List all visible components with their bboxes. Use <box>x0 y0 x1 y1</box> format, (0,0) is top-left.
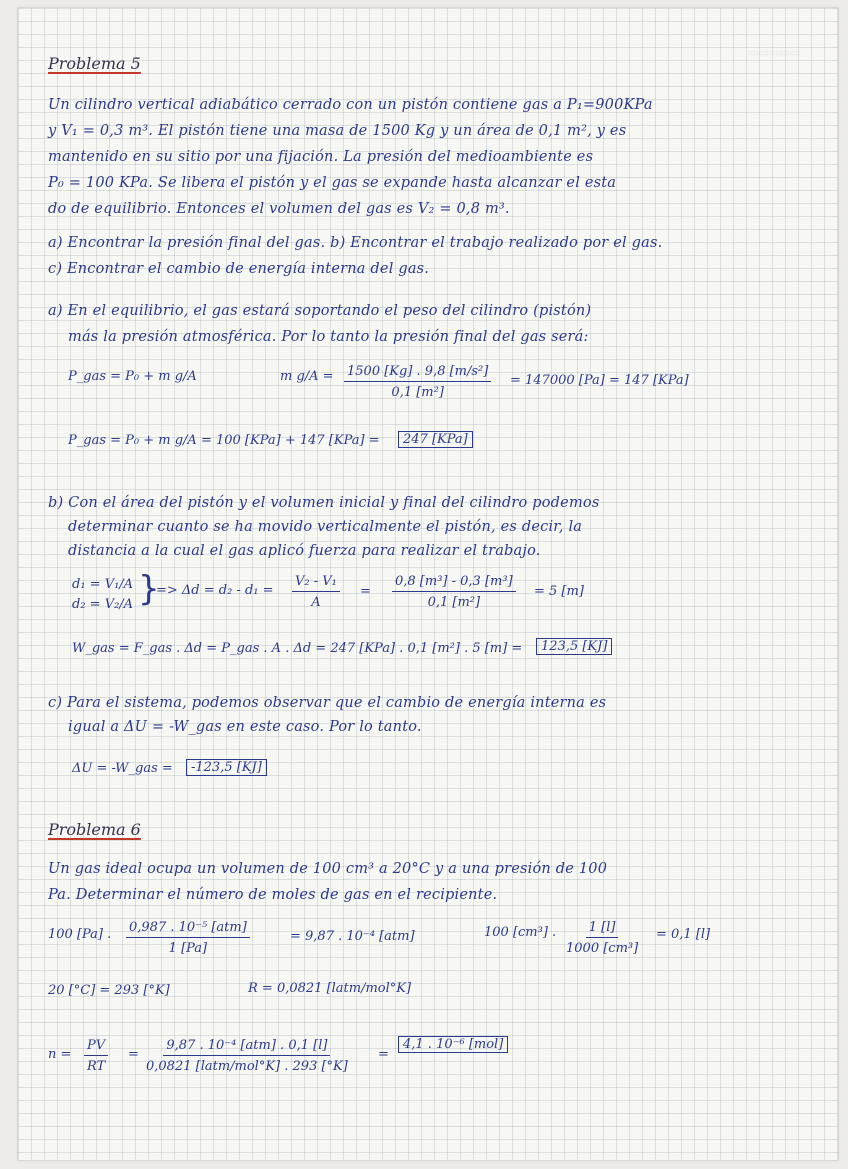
question-line: a) Encontrar la presión final del gas. b) Encontrar el trabajo realizado por el gas. <box>48 235 663 251</box>
equals-sign: = <box>360 584 371 599</box>
eq-delta-d-result: = 5 [m] <box>534 584 584 599</box>
boxed-result-delta-u: -123,5 [KJ] <box>186 759 267 776</box>
question-line: c) Encontrar el cambio de energía interna del gas. <box>48 261 430 277</box>
fraction-moles <box>146 1038 348 1074</box>
eq-delta-u: ΔU = -W_gas = <box>72 761 173 776</box>
eq-d1: d₁ = V₁/A <box>72 577 134 592</box>
fraction-denominator: A <box>311 595 321 610</box>
eq-n-left: n = <box>48 1047 72 1062</box>
boxed-result-pressure: 247 [KPa] <box>398 431 473 448</box>
eq-temperature: 20 [°C] = 293 [°K] <box>48 983 170 998</box>
notebook-page <box>18 8 838 1160</box>
statement-line: y V₁ = 0,3 m³. El pistón tiene una masa de 1500 Kg y un área de 0,1 m², y es <box>48 123 627 139</box>
fraction-numerator: V₂ - V₁ <box>292 574 340 592</box>
statement-line: Un cilindro vertical adiabático cerrado con un pistón contiene gas a P₁=900KPa <box>48 97 653 113</box>
eq-mg-result: = 147000 [Pa] = 147 [KPa] <box>510 373 689 388</box>
eq-work: W_gas = F_gas . Δd = P_gas . A . Δd = 247 [KPa] . 0,1 [m²] . 5 [m] = <box>72 641 523 656</box>
eq-d2: d₂ = V₂/A <box>72 597 134 612</box>
eq-volume-conv-left: 100 [cm³] . <box>484 925 557 940</box>
fraction-denominator: 1000 [cm³] <box>566 941 639 956</box>
eq-pressure-conv-result: = 9,87 . 10⁻⁴ [atm] <box>290 929 415 944</box>
fraction-volumes <box>392 574 516 610</box>
eq-pgas-final: P_gas = P₀ + m g/A = 100 [KPa] + 147 [KPa] = <box>68 433 380 448</box>
problema5-title: Problema 5 <box>48 54 141 73</box>
fraction-pressure-conv <box>126 920 250 956</box>
equals-sign: = <box>128 1047 139 1062</box>
statement-line: do de equilibrio. Entonces el volumen del gas es V₂ = 0,8 m³. <box>48 201 510 217</box>
fraction-denominator: RT <box>86 1059 106 1074</box>
part-c-text: c) Para el sistema, podemos observar que el cambio de energía interna es <box>48 695 607 711</box>
fraction-numerator: 1500 [Kg] . 9,8 [m/s²] <box>344 364 491 382</box>
eq-gas-constant: R = 0,0821 [latm/mol°K] <box>248 981 412 996</box>
fraction-numerator: 0,8 [m³] - 0,3 [m³] <box>392 574 516 592</box>
eq-pressure-conv-left: 100 [Pa] . <box>48 927 112 942</box>
fraction-denominator: 0,1 [m²] <box>427 595 481 610</box>
statement-line: Pa. Determinar el número de moles de gas en el recipiente. <box>48 887 498 903</box>
fraction-v2-v1 <box>292 574 340 610</box>
part-a-text: más la presión atmosférica. Por lo tanto la presión final del gas será: <box>68 329 589 345</box>
part-c-text: igual a ΔU = -W_gas en este caso. Por lo tanto. <box>68 719 422 735</box>
boxed-result-moles: 4,1 . 10⁻⁶ [mol] <box>398 1036 508 1053</box>
part-b-text: distancia a la cual el gas aplicó fuerza para realizar el trabajo. <box>68 543 541 559</box>
right-brace: } <box>138 569 160 609</box>
statement-line: mantenido en su sitio por una fijación. La presión del medioambiente es <box>48 149 594 165</box>
eq-pgas-formula: P_gas = P₀ + m g/A <box>68 369 197 384</box>
fraction-denominator: 0,0821 [latm/mol°K] . 293 [°K] <box>146 1059 348 1074</box>
fraction-denominator: 1 [Pa] <box>168 941 208 956</box>
part-a-text: a) En el equilibrio, el gas estará soportando el peso del cilindro (pistón) <box>48 303 592 319</box>
fraction-numerator: 0,987 . 10⁻⁵ [atm] <box>126 920 250 938</box>
fraction-mg-a <box>344 364 491 400</box>
fraction-volume-conv <box>566 920 638 956</box>
eq-mg-over-a: m g/A = <box>280 369 334 384</box>
eq-volume-conv-result: = 0,1 [l] <box>656 927 711 942</box>
part-b-text: b) Con el área del pistón y el volumen inicial y final del cilindro podemos <box>48 495 600 511</box>
eq-delta-d: => Δd = d₂ - d₁ = <box>156 583 274 598</box>
statement-line: Un gas ideal ocupa un volumen de 100 cm³ a 20°C y a una presión de 100 <box>48 861 608 877</box>
problema6-title: Problema 6 <box>48 820 141 839</box>
fraction-pv-rt <box>84 1038 108 1074</box>
fraction-denominator: 0,1 [m²] <box>391 385 444 400</box>
part-b-text: determinar cuanto se ha movido verticalmente el pistón, es decir, la <box>68 519 583 535</box>
fraction-numerator: 9,87 . 10⁻⁴ [atm] . 0,1 [l] <box>163 1038 330 1056</box>
bleed-through-mark: ▭▭▭▭▭ <box>748 46 800 59</box>
fraction-numerator: PV <box>84 1038 108 1056</box>
equals-sign: = <box>378 1047 389 1062</box>
fraction-numerator: 1 [l] <box>586 920 619 938</box>
boxed-result-work: 123,5 [KJ] <box>536 638 612 655</box>
statement-line: P₀ = 100 KPa. Se libera el pistón y el gas se expande hasta alcanzar el esta <box>48 175 617 191</box>
